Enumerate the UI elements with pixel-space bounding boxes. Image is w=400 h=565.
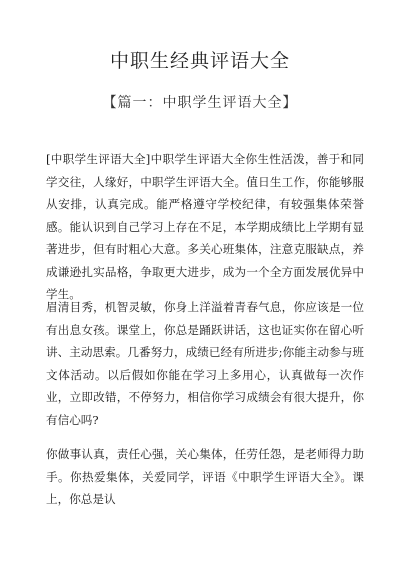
paragraph-3: 你做事认真，责任心强，关心集体，任劳任怨，是老师得力助手。你热爱集体，关爱同学，评语《中职学生评语大全》。课上，你总是认	[46, 447, 364, 506]
section-heading: 【篇一：中职学生评语大全】	[102, 95, 298, 111]
paragraph-2: 眉清目秀，机智灵敏，你身上洋溢着青春气息，你应该是一位有出息女孩。课堂上，你总是踊跃讲话，这也证实你在留心听讲、主动思索。几番努力，成绩已经有所进步;你能主动参与班文体活动。以后假如你能在学习上多用心，认真做每一次作业，立即改错，不停努力，相信你学习成绩会有很大提升，你有信心吗?	[46, 300, 364, 427]
paragraph-1: [中职学生评语大全]中职学生评语大全你生性活泼，善于和同学交往，人缘好，中职学生评语大全。值日生工作，你能够服从安排，认真完成。能严格遵守学校纪律，有较强集体荣誉感。能认识到自己学习上存在不足，本学期成绩比上学期有显著进步，但有时粗心大意。多关心班集体，注意克服缺点，养成谦逊扎实品格，争取更大进步，成为一个全方面发展优异中学生。	[46, 152, 364, 301]
document-title: 中职生经典评语大全	[109, 50, 290, 72]
